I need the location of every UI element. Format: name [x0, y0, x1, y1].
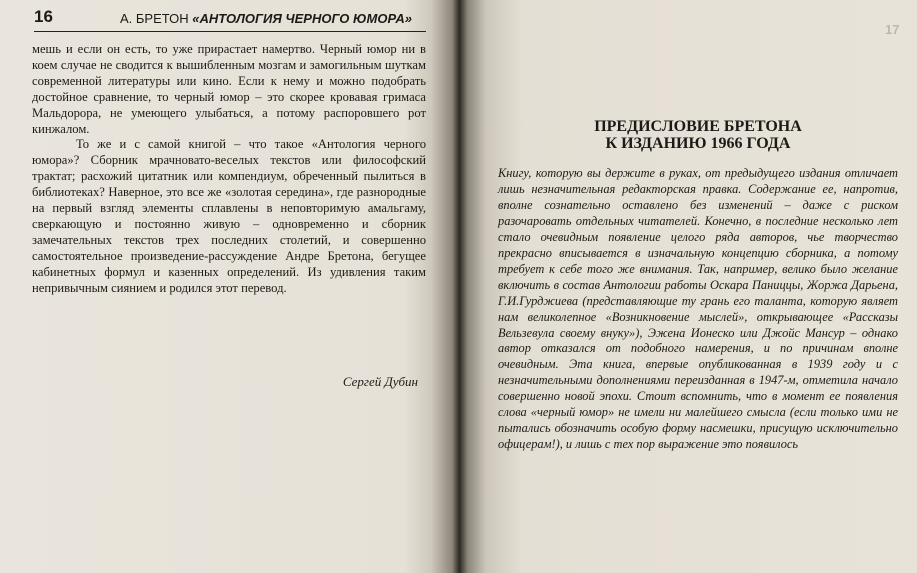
preface-body-text: Книгу, которую вы держите в руках, от предыдущего издания отличает лишь незначительная редакторская правка. Содержание ее, напротив, вполне сознательно оставлено без изменений – даже с риском разочаровать отдельных читателей. Конечно, в последние несколько лет стало очевидным появление целого ряда авторов, чье творчество прекрасно вписывается в изначальную концепцию сборника, а потому требует к себе того же внимания. Так, например, велико было желание включить в состав Антологии работы Оскара Паниццы, Жоржа Дарьена, Г.И.Гурджиева (представляющие ту грань его таланта, которую являет нам великолепное «Возникновение мыслей», открывающее «Рассказы Вельзевула своему внуку»), Эжена Ионеско или Джойс Мансур – однако автор отказался от подобного намерения, и по причинам вполне очевидным. Эта книга, впервые опубликованная в 1939 году и с незначительными дополнениями переизданная в 1947-м, отметила начало совершенно новой эпохи. Стоит вспомнить, что в момент ее появления слова «черный юмор» не имели ни малейшего смысла (если только ими не пытались обозначить особую форму насмешки, присущую исключительно офицерам!), и лишь с тех пор выражение это появилось — [498, 166, 898, 452]
page-number: 16 — [34, 7, 53, 26]
right-page — [460, 0, 917, 573]
translator-signature: Сергей Дубин — [342, 374, 418, 389]
chapter-title-line-2: К ИЗДАНИЮ 1966 ГОДА — [605, 135, 791, 152]
running-title — [120, 11, 412, 26]
running-head — [34, 7, 426, 33]
left-page — [0, 0, 452, 573]
running-title-book: «АНТОЛОГИЯ ЧЕРНОГО ЮМОРА» — [192, 11, 412, 26]
paragraph-2: То же и с самой книгой – что такое «Антология черного юмора»? Сборник мрачновато-веселых текстов или философский трактат; расхожий цитатник или компендиум, обреченный пылиться в библиотеках? Наверное, это все же «золотая середина», где разнородные на первый взгляд элементы сплавлены в неповторимую амальгаму, сверкающую и постоянно живую – одновременно и сборник замечательных текстов трех последних столетий, и совершенно самостоятельное произведение-рассуждение Андре Бретона, бегущее кабинетных формул и казенных определений. Из удивления таким непривычным сиянием и родился этот перевод. — [32, 137, 426, 295]
running-title-author: А. БРЕТОН — [120, 11, 189, 26]
paragraph-1: мешь и если он есть, то уже прирастает намертво. Черный юмор ни в коем случае не сводится к вышибленным мозгам и замогильным шуткам современной литературы или кино. Если к нему и можно подобрать достойное сравнение, то черный юмор – это скорее кровавая гримаса Мальдорора, не умеющего улыбаться, а потому распоровшего рот кинжалом. — [32, 42, 426, 136]
header-rule — [34, 31, 426, 32]
chapter-title-line-1: ПРЕДИСЛОВИЕ БРЕТОНА — [594, 118, 802, 135]
chapter-title — [548, 118, 848, 152]
faint-page-number: 17 — [885, 22, 900, 37]
left-body-text — [32, 42, 426, 297]
